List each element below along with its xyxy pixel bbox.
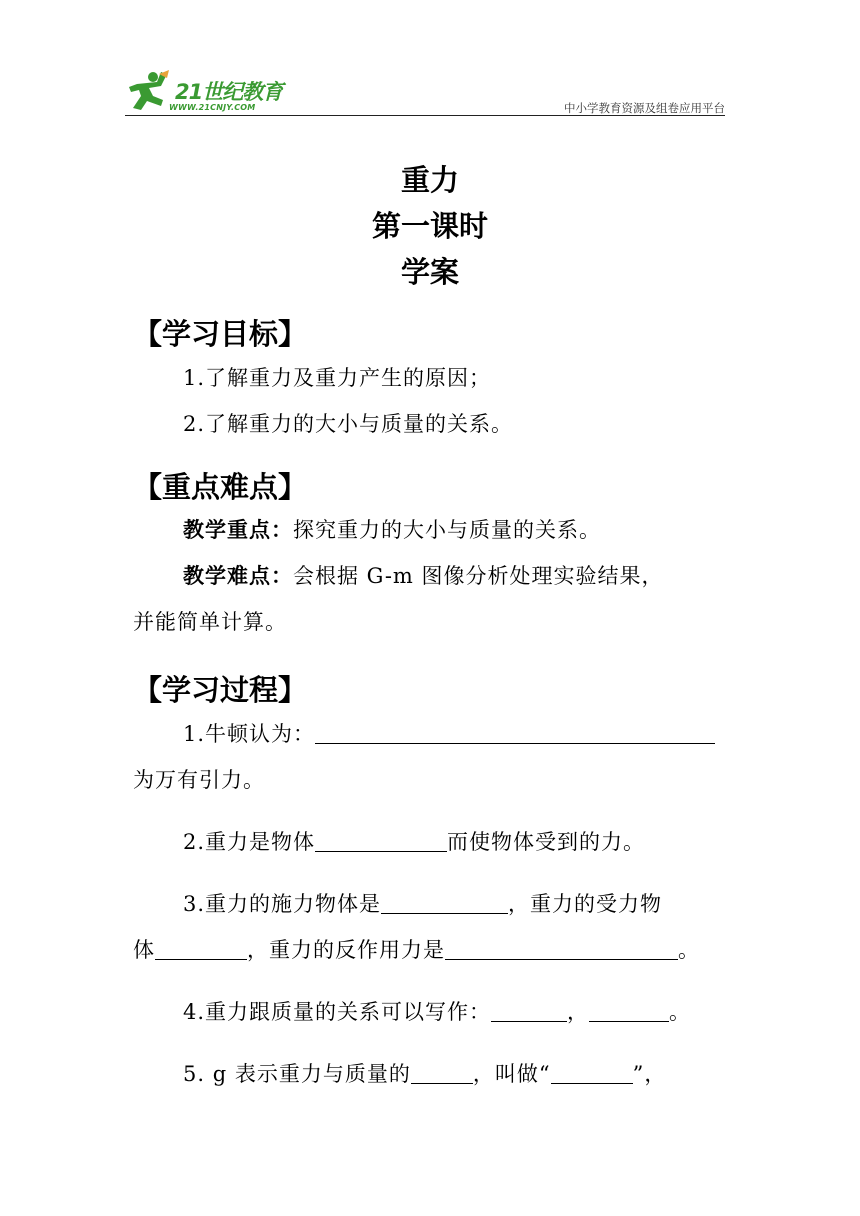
- header-divider: [125, 115, 725, 116]
- question-1-text: 1.牛顿认为：: [183, 722, 316, 746]
- section-heading-goals: 【学习目标】: [133, 317, 308, 351]
- question-5-text: 5. g 表示重力与质量的: [183, 1062, 411, 1086]
- section-heading-process: 【学习过程】: [133, 673, 308, 707]
- question-5-text-end: ”，: [632, 1062, 667, 1086]
- difficult-point-continued: 并能简单计算。: [133, 610, 287, 634]
- difficult-point-label: 教学难点：: [183, 564, 293, 588]
- question-2-text-end: 而使物体受到的力。: [447, 830, 646, 854]
- answer-blank[interactable]: [315, 723, 715, 744]
- page-title: 重力: [400, 163, 459, 197]
- answer-blank[interactable]: [155, 939, 247, 960]
- runner-logo-icon: [127, 70, 171, 112]
- question-3-text-reaction: ，重力的反作用力是: [247, 938, 445, 962]
- answer-blank[interactable]: [445, 939, 678, 960]
- question-3: [183, 888, 662, 918]
- key-point-label: 教学重点：: [183, 518, 293, 542]
- question-4: [183, 996, 691, 1026]
- question-1: [183, 718, 715, 748]
- question-1-continued: 为万有引力。: [133, 768, 265, 792]
- question-3-text-mid: ，重力的受力物: [508, 892, 663, 916]
- question-5-text-mid: ，叫做“: [472, 1062, 551, 1086]
- answer-blank[interactable]: [315, 831, 447, 852]
- answer-blank[interactable]: [411, 1063, 473, 1084]
- question-3-text: 3.重力的施力物体是: [183, 892, 382, 916]
- answer-blank[interactable]: [589, 1001, 669, 1022]
- goal-item: 1.了解重力及重力产生的原因；: [183, 366, 492, 390]
- question-3-text-start: 体: [133, 938, 155, 962]
- section-heading-focus: 【重点难点】: [133, 470, 308, 504]
- key-point: [183, 514, 601, 544]
- goal-item: 2.了解重力的大小与质量的关系。: [183, 412, 514, 436]
- difficult-point-text: 会根据 G-m 图像分析处理实验结果，: [293, 564, 664, 588]
- question-2-text: 2.重力是物体: [183, 830, 316, 854]
- question-4-text: 4.重力跟质量的关系可以写作：: [183, 1000, 492, 1024]
- doc-type-title: 学案: [400, 255, 459, 289]
- question-5: [183, 1058, 666, 1088]
- question-3-continued: [133, 934, 700, 964]
- logo: [125, 68, 295, 114]
- answer-blank[interactable]: [381, 893, 508, 914]
- question-4-sep: ，: [567, 1000, 590, 1024]
- difficult-point: [183, 560, 664, 590]
- answer-blank[interactable]: [551, 1063, 633, 1084]
- question-3-text-end: 。: [678, 938, 700, 962]
- logo-text: 21世纪教育: [175, 80, 283, 104]
- logo-url: WWW.21CNJY.COM: [169, 103, 256, 112]
- answer-blank[interactable]: [491, 1001, 567, 1022]
- question-2: [183, 826, 645, 856]
- question-4-end: 。: [669, 1000, 692, 1024]
- platform-label: 中小学教育资源及组卷应用平台: [564, 101, 725, 115]
- page-header: [125, 68, 725, 118]
- key-point-text: 探究重力的大小与质量的关系。: [293, 518, 601, 542]
- lesson-subtitle: 第一课时: [371, 209, 488, 243]
